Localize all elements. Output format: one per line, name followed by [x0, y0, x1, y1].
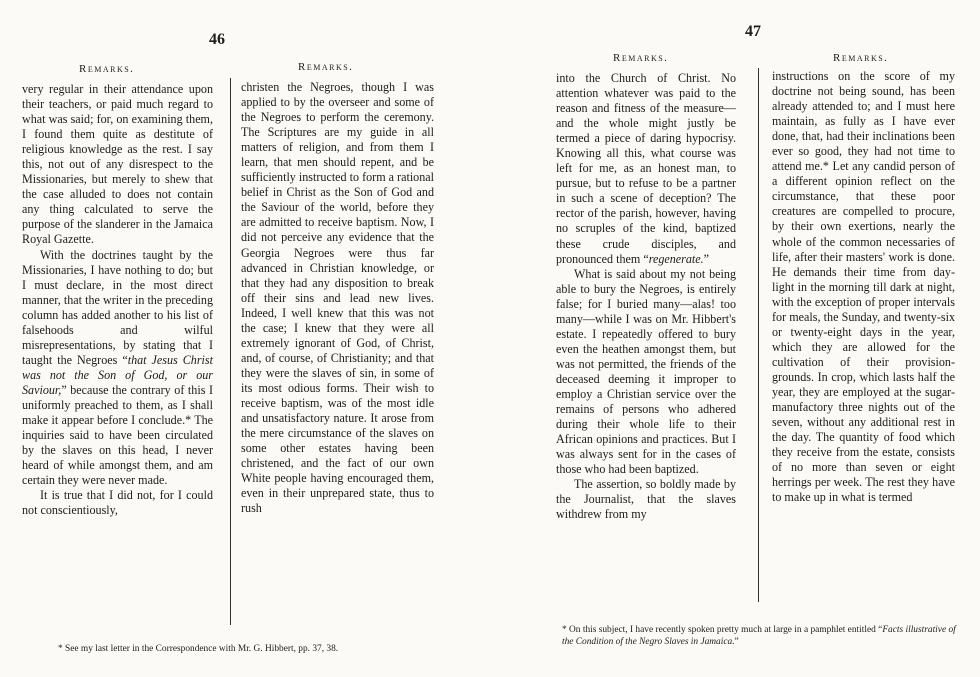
- running-header: Remarks.: [298, 61, 354, 73]
- text-run: What is said about my not being able to bury the Negroes, is entirely false; for I buried many—alas! too many—while I was on Mr. Hibbert's estate. I repeatedly offered to bury even the heathen amongst them, but was not permitted, the friends of the deceased deeming it improper to employ a Christian service over the remains of persons who adhered during their whole life to their African opinions and practices. But I was always sent for in the cases of those who had been baptized.: [556, 266, 736, 477]
- paragraph: [556, 477, 736, 522]
- text-column-left-page-1: [22, 82, 213, 518]
- paragraph: [556, 267, 736, 478]
- footnote-right: [562, 624, 957, 648]
- running-header: Remarks.: [833, 52, 889, 64]
- text-run: instructions on the score of my doctrine not being sound, has been already attended to; and I must here maintain, as fully as I have ever done, that, had their inclinations been ever so good, they had not time to attend me.* Let any candid person of a different opinion reflect on the circumstance, that these poor creatures are compelled to procure, by their own exertions, nearly the whole of the common necessaries of life, after their masters' work is done. He demands their time from day-light in the morning till dark at night, with the exception of proper intervals for meals, the Sunday, and twenty-six or twenty-eight days in the year, which they are allowed for the cultivation of their provision-grounds. In crop, which lasts half the year, they are employed at the sugar-manufactory three nights out of the seven, without any additional rest in the day. The quantity of food which they receive from the estate, consists of no more than seven or eight herrings per week. The rest they have to make up in what is termed: [772, 69, 955, 505]
- text-run: ” because the contrary of this I uniformly preached to them, as I shall make it appear before I conclude.* The inquiries said to have been circulated by the slaves on this head, I never heard of while amongst them, and am certain they were never made.: [22, 382, 213, 488]
- page-number-right: 47: [745, 23, 761, 40]
- paragraph: [241, 80, 434, 516]
- paragraph: [772, 69, 955, 505]
- text-run: With the doctrines taught by the Missionaries, I have nothing to do; but I must declare, in the most direct manner, that the writer in the preceding column has added another to his list of falsehoods and wilful misrepresentations, by stating that I taught the Negroes “: [22, 247, 213, 367]
- running-header: Remarks.: [613, 52, 669, 64]
- text-run: christen the Negroes, though I was applied to by the overseer and some of the Negroes to perform the ceremony. The Scriptures are my guide in all matters of religion, and from them I learn, that men should repent, and be sufficiently instructed to form a rational belief in Christ as the Son of God and the Saviour of the world, before they are admitted to receive baptism. Now, I did not perceive any evidence that the Georgia Negroes were thus far advanced in Christian knowledge, or that they had any disposition to break off their sins and lead new lives. Indeed, I well knew that this was not the case; I knew that they were all extremely ignorant of God, of Christ, and, of course, of Christianity; and that they were the slaves of sin, in some of its most odious forms. Their wish to receive baptism, was of the most idle and unsatisfactory nature. It arose from the mere circumstance of the slaves on some other estates having been christened, and the fact of our own White people having encouraged them, even in their unprepared state, thus to rush: [241, 80, 434, 516]
- footnote-left: * See my last letter in the Correspondence with Mr. G. Hibbert, pp. 37, 38.: [58, 644, 339, 654]
- running-header: Remarks.: [79, 63, 135, 75]
- text-run: The assertion, so boldly made by the Journalist, that the slaves withdrew from my: [556, 477, 736, 522]
- italic-text: that Jesus Christ was not the Son of God, or our Saviour,: [22, 352, 213, 397]
- paragraph: [556, 71, 736, 267]
- italic-text: regenerate.: [648, 251, 704, 266]
- column-rule: [758, 68, 759, 602]
- footnote-right-text: * On this subject, I have recently spoken pretty much at large in a pamphlet entitled “: [562, 625, 883, 635]
- footnote-right-close-quote: ”: [734, 637, 739, 647]
- paragraph: [22, 82, 213, 248]
- text-column-right-page-2: [772, 69, 955, 505]
- text-run: into the Church of Christ. No attention whatever was paid to the reason and fitness of the measure—and the whole might justly be termed a piece of daring hypocrisy. Knowing all this, what course was left for me, as an honest man, to pursue, but to refuse to be a partner in such a scene of deception? The rector of the parish, however, having no scruples of the kind, baptized these crude disciples, and pronounced them “: [556, 71, 736, 266]
- text-run: ”: [703, 251, 710, 266]
- pamphlet-title: Facts illustrative of the Condition of the Negro Slaves in Jamaica.: [562, 625, 956, 647]
- paragraph: [22, 248, 213, 489]
- page-number-left: 46: [209, 31, 225, 48]
- text-column-left-page-2: [241, 80, 434, 516]
- column-rule: [230, 78, 231, 625]
- text-run: It is true that I did not, for I could not conscientiously,: [22, 488, 213, 518]
- text-run: very regular in their attendance upon their teachers, or paid much regard to what was said; for, on examining them, I found them quite as destitute of religious knowledge as the rest. I say this, not out of any disrespect to the Missionaries, but merely to shew that the case alluded to does not contain any thing calculated to serve the purpose of the slanderer in the Jamaica Royal Gazette.: [22, 82, 213, 247]
- paragraph: [22, 488, 213, 518]
- text-column-right-page-1: [556, 71, 736, 522]
